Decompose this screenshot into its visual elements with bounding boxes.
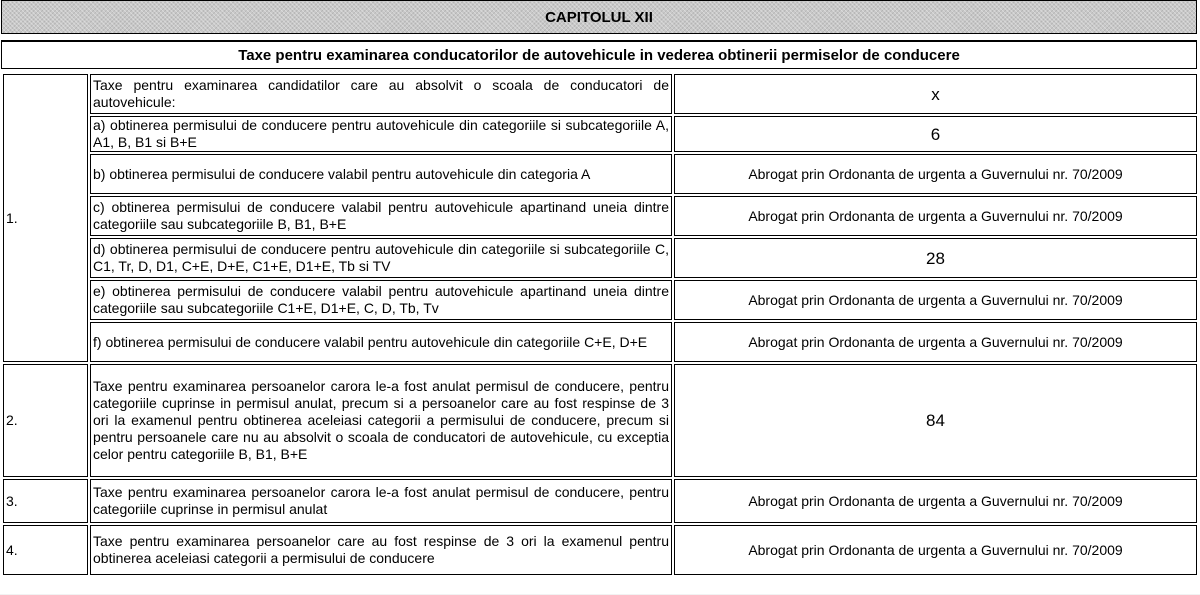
row-description: Taxe pentru examinarea persoanelor carora le-a fost anulat permisul de conducere, pentru categoriile cuprinse in permisul anulat [90,479,672,523]
table-row [3,479,1197,523]
table-row [3,238,1197,278]
row-value: Abrogat prin Ordonanta de urgenta a Guvernului nr. 70/2009 [674,154,1197,194]
table-row [3,280,1197,320]
chapter-title: CAPITOLUL XII [1,0,1197,34]
row-description: Taxe pentru examinarea persoanelor carora le-a fost anulat permisul de conducere, pentru categoriile cuprinse in permisul anulat, precum si a persoanelor care au fost respinse de 3 ori la examenul pentru obtinerea aceleiasi categorii a permisului de conducere, precum si pentru persoanele care nu au absolvit o scoala de conducatori de autovehicule, cu exceptia celor pentru categoriile B, B1, B+E [90,364,672,477]
row-description: Taxe pentru examinarea candidatilor care au absolvit o scoala de conducatori de autovehicule: [90,74,672,114]
tax-table [1,72,1199,577]
row-number: 4. [3,525,88,575]
row-description: c) obtinerea permisului de conducere valabil pentru autovehicule apartinand uneia dintre categoriile sau subcategoriile B, B1, B+E [90,196,672,236]
row-value: Abrogat prin Ordonanta de urgenta a Guvernului nr. 70/2009 [674,196,1197,236]
row-description: f) obtinerea permisului de conducere valabil pentru autovehicule din categoriile C+E, D+E [90,322,672,362]
row-number: 1. [3,74,88,362]
row-value: Abrogat prin Ordonanta de urgenta a Guvernului nr. 70/2009 [674,479,1197,523]
row-value: 28 [674,238,1197,278]
row-number: 3. [3,479,88,523]
row-description: Taxe pentru examinarea persoanelor care au fost respinse de 3 ori la examenul pentru obtinerea aceleiasi categorii a permisului de conducere [90,525,672,575]
row-value: Abrogat prin Ordonanta de urgenta a Guvernului nr. 70/2009 [674,322,1197,362]
row-description: a) obtinerea permisului de conducere pentru autovehicule din categoriile si subcategoriile A, A1, B, B1 si B+E [90,116,672,152]
table-row [3,196,1197,236]
table-row [3,525,1197,575]
row-value: 84 [674,364,1197,477]
table-row [3,74,1197,114]
row-description: b) obtinerea permisului de conducere valabil pentru autovehicule din categoria A [90,154,672,194]
row-value: x [674,74,1197,114]
table-row [3,322,1197,362]
row-number: 2. [3,364,88,477]
row-value: 6 [674,116,1197,152]
table-row [3,154,1197,194]
row-value: Abrogat prin Ordonanta de urgenta a Guvernului nr. 70/2009 [674,525,1197,575]
section-subtitle: Taxe pentru examinarea conducatorilor de autovehicule in vederea obtinerii permiselor de conducere [1,40,1197,69]
row-value: Abrogat prin Ordonanta de urgenta a Guvernului nr. 70/2009 [674,280,1197,320]
table-row [3,116,1197,152]
table-row [3,364,1197,477]
row-description: e) obtinerea permisului de conducere valabil pentru autovehicule apartinand uneia dintre categoriile sau subcategoriile C1+E, D1+E, C, D, Tb, Tv [90,280,672,320]
row-description: d) obtinerea permisului de conducere pentru autovehicule din categoriile si subcategoriile C, C1, Tr, D, D1, C+E, D+E, C1+E, D1+E, Tb si TV [90,238,672,278]
